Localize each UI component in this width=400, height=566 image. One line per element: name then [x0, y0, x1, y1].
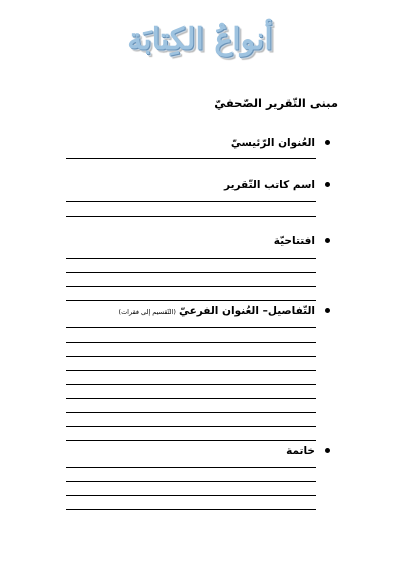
writing-line[interactable] — [66, 481, 316, 482]
bullet-icon — [325, 448, 330, 453]
writing-line[interactable] — [66, 216, 316, 217]
writing-line[interactable] — [66, 412, 316, 413]
bullet-icon — [325, 140, 330, 145]
writing-line[interactable] — [66, 342, 316, 343]
section-label: اسم كاتب التّقرير — [224, 179, 315, 191]
section-introduction — [274, 234, 330, 248]
writing-line[interactable] — [66, 495, 316, 496]
section-label: خاتمة — [286, 445, 315, 457]
bullet-icon — [325, 238, 330, 243]
writing-line[interactable] — [66, 258, 316, 259]
section-note: (التّقسيم إلى فقرات) — [118, 308, 176, 316]
page-title: أنواعُ الكِتابَة — [127, 22, 273, 57]
writing-line[interactable] — [66, 158, 316, 159]
writing-line[interactable] — [66, 272, 316, 273]
section-details — [119, 304, 330, 319]
bullet-icon — [325, 182, 330, 187]
writing-line[interactable] — [66, 201, 316, 202]
writing-line[interactable] — [66, 398, 316, 399]
writing-line[interactable] — [66, 440, 316, 441]
writing-line[interactable] — [66, 356, 316, 357]
bullet-icon — [325, 308, 330, 313]
writing-line[interactable] — [66, 370, 316, 371]
section-label: التّفاصيل– العُنوان الفرعيّ — [178, 305, 315, 317]
worksheet-subtitle: مبنى التّقرير الصّحفيّ — [214, 96, 338, 110]
section-label: افتتاحيّة — [273, 235, 315, 247]
writing-line[interactable] — [66, 327, 316, 328]
writing-line[interactable] — [66, 286, 316, 287]
section-main-headline — [231, 136, 330, 150]
writing-line[interactable] — [66, 467, 316, 468]
writing-line[interactable] — [66, 384, 316, 385]
writing-line[interactable] — [66, 300, 316, 301]
section-label: العُنوان الرّئيسيّ — [230, 137, 315, 149]
section-reporter-name — [224, 178, 330, 192]
writing-line[interactable] — [66, 426, 316, 427]
section-conclusion — [286, 444, 330, 458]
writing-line[interactable] — [66, 509, 316, 510]
